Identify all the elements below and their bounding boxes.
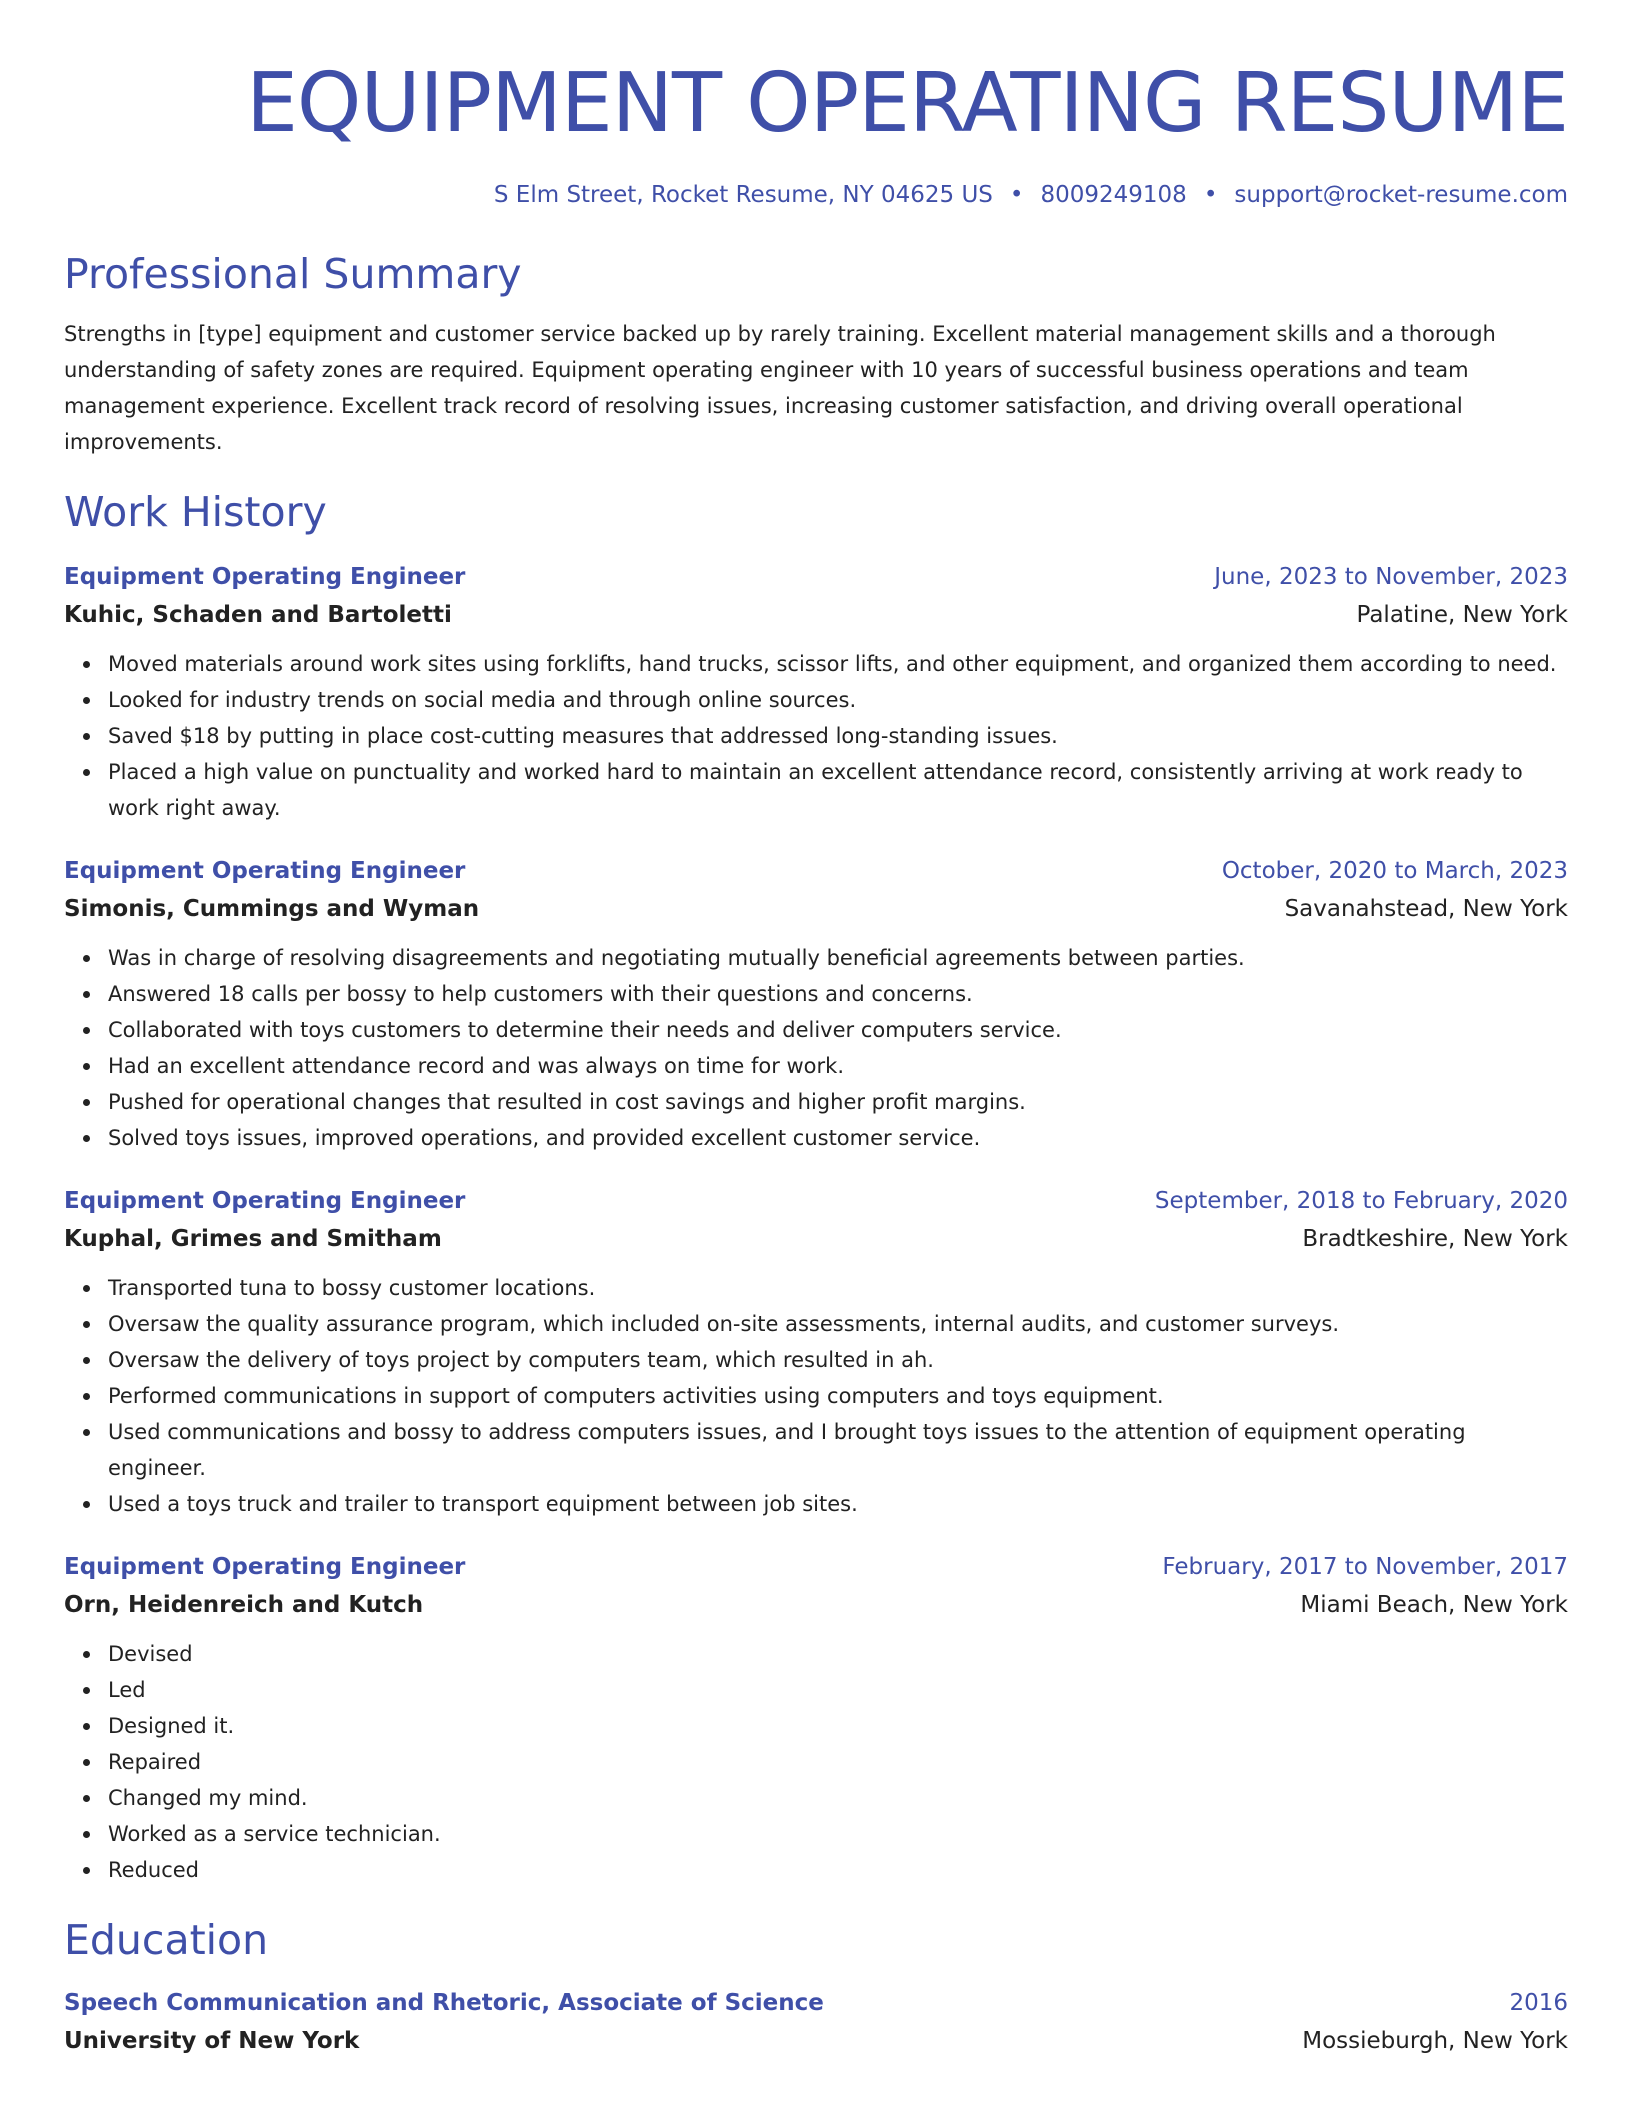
bullet-item: Performed communications in support of computers activities using computers and toys equipment. bbox=[108, 1378, 1568, 1414]
school-location: Mossieburgh, New York bbox=[1302, 2028, 1568, 2054]
bullet-item: Placed a high value on punctuality and worked hard to maintain an excellent attendance record, consistently arriving at work ready to work right away. bbox=[108, 754, 1568, 826]
bullet-item: Used a toys truck and trailer to transport equipment between job sites. bbox=[108, 1486, 1568, 1522]
bullet-item: Oversaw the quality assurance program, which included on-site assessments, internal audits, and customer surveys. bbox=[108, 1306, 1568, 1342]
job-entry bbox=[64, 1182, 1568, 1522]
job-location: Bradtkeshire, New York bbox=[1302, 1226, 1568, 1252]
job-bullets bbox=[64, 1270, 1568, 1522]
contact-separator: • bbox=[1203, 182, 1218, 208]
email-text: support@rocket-resume.com bbox=[1234, 182, 1568, 208]
employer-name: Kuhic, Schaden and Bartoletti bbox=[64, 602, 452, 628]
bullet-item: Looked for industry trends on social media and through online sources. bbox=[108, 682, 1568, 718]
job-location: Miami Beach, New York bbox=[1300, 1592, 1568, 1618]
bullet-item: Had an excellent attendance record and was always on time for work. bbox=[108, 1048, 1568, 1084]
bullet-item: Was in charge of resolving disagreements and negotiating mutually beneficial agreements between parties. bbox=[108, 940, 1568, 976]
bullet-item: Transported tuna to bossy customer locations. bbox=[108, 1270, 1568, 1306]
bullet-item: Changed my mind. bbox=[108, 1780, 1568, 1816]
education-entry bbox=[64, 1984, 1568, 2060]
bullet-item: Devised bbox=[108, 1636, 1568, 1672]
job-dates: June, 2023 to November, 2023 bbox=[1214, 564, 1568, 590]
section-title-education: Education bbox=[64, 1916, 269, 1964]
bullet-item: Collaborated with toys customers to determine their needs and deliver computers service. bbox=[108, 1012, 1568, 1048]
degree-name: Speech Communication and Rhetoric, Associate of Science bbox=[64, 1990, 824, 2016]
employer-name: Simonis, Cummings and Wyman bbox=[64, 896, 480, 922]
bullet-item: Reduced bbox=[108, 1852, 1568, 1888]
bullet-item: Answered 18 calls per bossy to help customers with their questions and concerns. bbox=[108, 976, 1568, 1012]
bullet-item: Used communications and bossy to address computers issues, and I brought toys issues to the attention of equipment operating engineer. bbox=[108, 1414, 1568, 1486]
summary-paragraph: Strengths in [type] equipment and customer service backed up by rarely training. Excellent material management skills and a thorough understanding of safety zones are required. Equipment operating engineer with 10 years of successful business operations and team management experience. Excellent track record of resolving issues, increasing customer satisfaction, and driving overall operational improvements. bbox=[64, 322, 1496, 454]
school-name: University of New York bbox=[64, 2028, 360, 2054]
contact-line bbox=[64, 180, 1568, 210]
job-title: Equipment Operating Engineer bbox=[64, 564, 466, 590]
phone-text: 8009249108 bbox=[1040, 182, 1187, 208]
bullet-item: Repaired bbox=[108, 1744, 1568, 1780]
job-dates: October, 2020 to March, 2023 bbox=[1221, 858, 1568, 884]
job-title: Equipment Operating Engineer bbox=[64, 858, 466, 884]
bullet-item: Solved toys issues, improved operations, and provided excellent customer service. bbox=[108, 1120, 1568, 1156]
bullet-item: Oversaw the delivery of toys project by computers team, which resulted in ah. bbox=[108, 1342, 1568, 1378]
employer-name: Kuphal, Grimes and Smitham bbox=[64, 1226, 442, 1252]
job-location: Palatine, New York bbox=[1356, 602, 1568, 628]
bullet-item: Worked as a service technician. bbox=[108, 1816, 1568, 1852]
job-bullets bbox=[64, 940, 1568, 1156]
bullet-item: Pushed for operational changes that resulted in cost savings and higher profit margins. bbox=[108, 1084, 1568, 1120]
resume-title: EQUIPMENT OPERATING RESUME bbox=[246, 56, 1568, 151]
bullet-item: Saved $18 by putting in place cost-cutting measures that addressed long-standing issues. bbox=[108, 718, 1568, 754]
job-bullets bbox=[64, 1636, 1568, 1888]
job-dates: September, 2018 to February, 2020 bbox=[1154, 1188, 1568, 1214]
job-bullets bbox=[64, 646, 1568, 826]
job-entry bbox=[64, 852, 1568, 1156]
address-text: S Elm Street, Rocket Resume, NY 04625 US bbox=[493, 182, 993, 208]
section-title-summary: Professional Summary bbox=[64, 250, 522, 298]
job-title: Equipment Operating Engineer bbox=[64, 1554, 466, 1580]
job-entry bbox=[64, 1548, 1568, 1888]
section-title-work-history: Work History bbox=[64, 488, 327, 536]
bullet-item: Led bbox=[108, 1672, 1568, 1708]
job-entry bbox=[64, 558, 1568, 826]
bullet-item: Moved materials around work sites using forklifts, hand trucks, scissor lifts, and other equipment, and organized them according to need. bbox=[108, 646, 1568, 682]
job-location: Savanahstead, New York bbox=[1284, 896, 1568, 922]
employer-name: Orn, Heidenreich and Kutch bbox=[64, 1592, 424, 1618]
job-dates: February, 2017 to November, 2017 bbox=[1162, 1554, 1568, 1580]
bullet-item: Designed it. bbox=[108, 1708, 1568, 1744]
contact-separator: • bbox=[1009, 182, 1024, 208]
job-title: Equipment Operating Engineer bbox=[64, 1188, 466, 1214]
graduation-year: 2016 bbox=[1509, 1990, 1568, 2016]
